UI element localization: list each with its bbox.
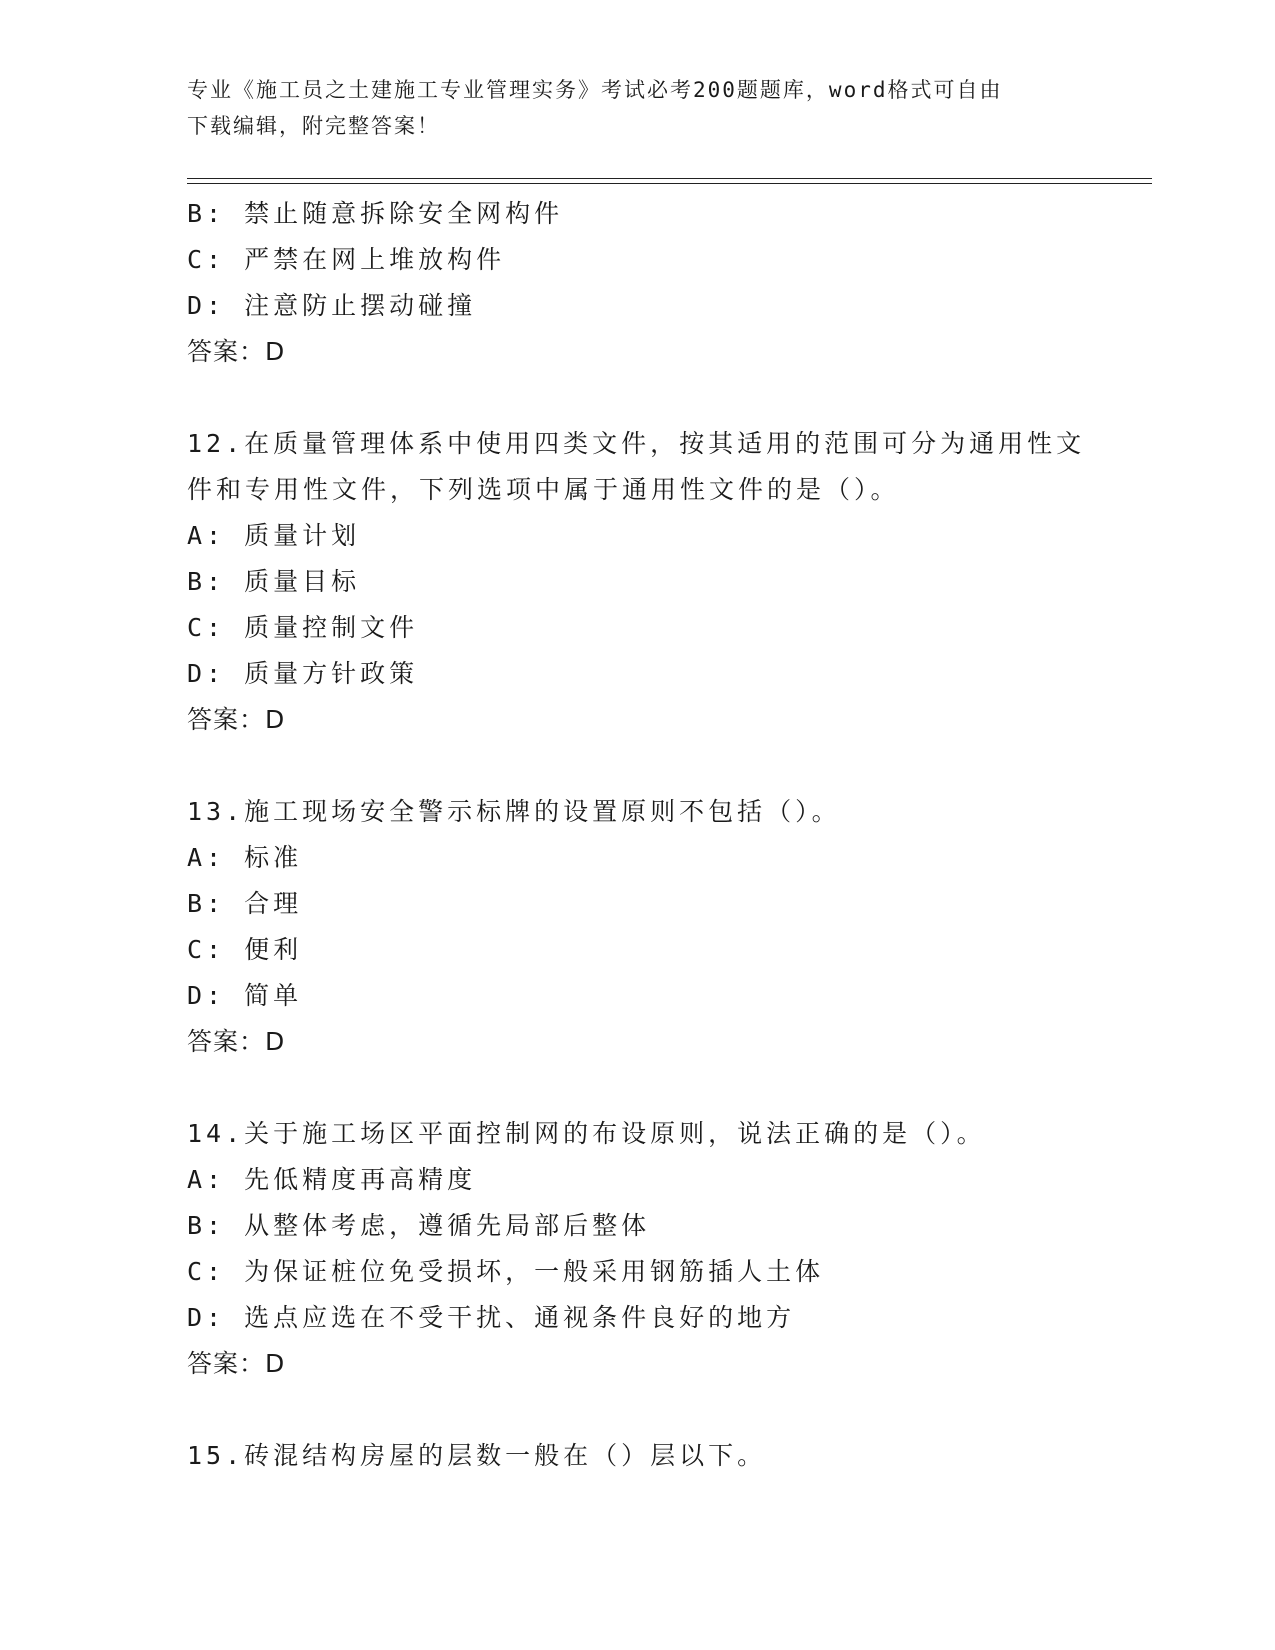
header-divider-bottom [187, 183, 1152, 184]
spacer [187, 375, 1087, 421]
question-13 [187, 789, 1087, 1065]
answer-line: 答案：D [187, 1349, 286, 1378]
answer-line: 答案：D [187, 337, 286, 366]
spacer [187, 1065, 1087, 1111]
option-d: D: 选点应选在不受干扰、通视条件良好的地方 [187, 1303, 796, 1332]
option-b: B: 合理 [187, 889, 303, 918]
question-stem-line-1: 13.施工现场安全警示标牌的设置原则不包括（）。 [187, 797, 841, 826]
option-a: A: 先低精度再高精度 [187, 1165, 477, 1194]
header-line-1: 专业《施工员之土建施工专业管理实务》考试必考200题题库，word格式可自由 [187, 78, 1003, 102]
question-stem-line-1: 14.关于施工场区平面控制网的布设原则，说法正确的是（）。 [187, 1119, 986, 1148]
option-b: B: 质量目标 [187, 567, 361, 596]
question-stem-line-2: 件和专用性文件，下列选项中属于通用性文件的是（）。 [187, 475, 900, 504]
question-14 [187, 1111, 1087, 1387]
spacer [187, 1387, 1087, 1433]
question-12 [187, 421, 1087, 743]
option-c: C: 严禁在网上堆放构件 [187, 245, 506, 274]
option-a: A: 标准 [187, 843, 303, 872]
answer-line: 答案：D [187, 705, 286, 734]
answer-line: 答案：D [187, 1027, 286, 1056]
option-c: C: 便利 [187, 935, 303, 964]
option-c: C: 为保证桩位免受损坏，一般采用钢筋插人土体 [187, 1257, 825, 1286]
option-a: A: 质量计划 [187, 521, 361, 550]
header-line-2: 下载编辑，附完整答案！ [187, 114, 440, 138]
option-d: D: 质量方针政策 [187, 659, 419, 688]
question-15 [187, 1433, 1087, 1479]
option-c: C: 质量控制文件 [187, 613, 419, 642]
question-stem-line-1: 12.在质量管理体系中使用四类文件，按其适用的范围可分为通用性文 [187, 429, 1086, 458]
question-11-tail [187, 191, 1087, 375]
option-d: D: 注意防止摆动碰撞 [187, 291, 477, 320]
document-header [187, 72, 1087, 144]
header-divider-top [187, 178, 1152, 179]
spacer [187, 743, 1087, 789]
option-b: B: 从整体考虑，遵循先局部后整体 [187, 1211, 651, 1240]
question-stem-line-1: 15.砖混结构房屋的层数一般在（）层以下。 [187, 1441, 767, 1470]
option-b: B: 禁止随意拆除安全网构件 [187, 199, 564, 228]
question-list [187, 191, 1087, 1479]
option-d: D: 简单 [187, 981, 303, 1010]
